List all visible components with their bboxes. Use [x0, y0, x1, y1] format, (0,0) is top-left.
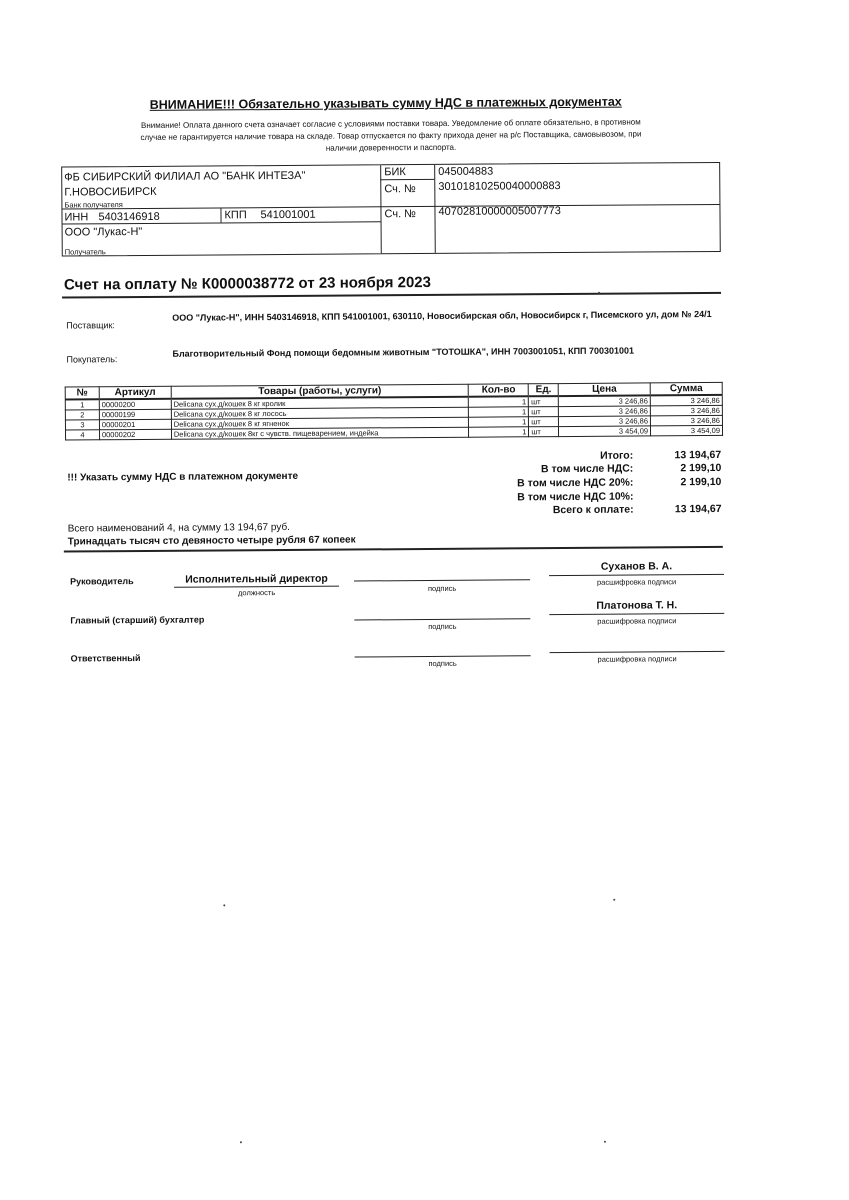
corr-account-value: 30101810250040000883 [438, 180, 561, 193]
scan-speck [240, 1141, 242, 1143]
row-qty: 1 [469, 417, 529, 427]
bank-caption: Банк получателя [64, 200, 123, 210]
col-number-header: № [65, 387, 99, 400]
row-sum: 3 246,86 [650, 395, 722, 406]
director-decode-caption: расшифровка подписи [596, 577, 677, 587]
buyer-details: Благотворительный Фонд помощи бедомным животным "ТОТОШКА", ИНН 7003001051, КПП 700301001 [172, 345, 635, 359]
accountant-label: Главный (старший) бухгалтер [70, 614, 205, 626]
responsible-label: Ответственный [70, 652, 141, 664]
row-price: 3 246,86 [559, 416, 651, 427]
bik-value: 045004883 [438, 165, 494, 178]
col-qty-header: Кол-во [469, 384, 529, 397]
inn-label: ИНН [64, 211, 89, 224]
kpp-label: КПП [224, 209, 247, 222]
row-number: 2 [65, 410, 99, 420]
bank-city: Г.НОВОСИБИРСК [64, 185, 157, 199]
col-goods-header: Товары (работы, услуги) [171, 384, 469, 399]
pay-row [444, 503, 724, 519]
kpp-value: 541001001 [260, 208, 316, 222]
invoice-title: Счет на оплату № К0000038772 от 23 ноября 2023 [63, 273, 432, 294]
position-caption: должность [238, 588, 276, 598]
row-article: 00000200 [99, 399, 171, 410]
amount-in-words: Тринадцать тысяч сто девяносто четыре рубля 67 копеек [67, 534, 356, 548]
recipient-caption: Получатель [64, 247, 106, 257]
accountant-decode-caption: расшифровка подписи [597, 616, 677, 626]
row-qty: 1 [469, 407, 529, 417]
pay-value: 13 194,67 [674, 502, 722, 516]
row-unit: шт [529, 417, 559, 427]
row-price: 3 246,86 [559, 395, 651, 406]
row-goods-name: Delicana сух.д/кошек 8 кг ягненок [171, 417, 469, 429]
row-article: 00000201 [99, 419, 171, 430]
payment-terms-text: Внимание! Оплата данного счета означает согласие с условиями поставки товара. Уведомление об оплате обязательно, в противном случае не гарантируется наличие товара на складе. Товар отпускается по факту прихода денег на р/с Поставщика, самовывозом, при наличии доверенности и паспорта. [140, 117, 642, 153]
director-label: Руководитель [70, 576, 134, 587]
accountant-name: Платонова Т. Н. [596, 599, 678, 612]
total-value: 13 194,67 [674, 448, 722, 462]
row-goods-name: Delicana сух.д/кошек 8кг с чувств. пищеварением, индейка [171, 427, 469, 439]
row-qty: 1 [469, 427, 529, 437]
accountant-sign-caption: подпись [428, 621, 457, 631]
row-unit: шт [529, 407, 559, 417]
vat20-label: В том числе НДС 20%: [517, 476, 634, 490]
scan-speck [598, 292, 600, 294]
bank-name: ФБ СИБИРСКИЙ ФИЛИАЛ АО "БАНК ИНТЕЗА" [64, 169, 306, 184]
row-article: 00000202 [99, 429, 171, 440]
row-sum: 3 246,86 [650, 415, 722, 426]
account-label: Сч. № [384, 208, 417, 221]
bik-label: БИК [384, 166, 406, 179]
scan-speck [613, 899, 615, 901]
col-unit-header: Ед. [529, 384, 559, 397]
vat-label: В том числе НДС: [540, 462, 634, 476]
account-value: 40702810000005007773 [438, 205, 561, 218]
items-count-line: Всего наименований 4, на сумму 13 194,67 руб. [67, 521, 290, 535]
vat20-value: 2 199,10 [680, 475, 722, 489]
scan-speck [604, 1141, 606, 1143]
buyer-label: Покупатель: [66, 354, 118, 365]
col-sum-header: Сумма [650, 382, 722, 395]
director-sign-caption: подпись [427, 583, 457, 593]
row-qty: 1 [469, 396, 529, 407]
row-price: 3 246,86 [559, 406, 651, 417]
row-sum: 3 454,09 [651, 425, 723, 436]
row-sum: 3 246,86 [650, 405, 722, 416]
row-number: 3 [65, 420, 99, 430]
supplier-details: ООО "Лукас-Н", ИНН 5403146918, КПП 541001001, 630110, Новосибирская обл, Новосибирск г, Писемского ул, дом № 24/1 [172, 309, 712, 323]
recipient-name: ООО "Лукас-Н" [64, 225, 143, 239]
row-price: 3 454,09 [559, 426, 651, 437]
row-unit: шт [529, 396, 559, 407]
title-divider [62, 292, 721, 299]
col-price-header: Цена [558, 383, 650, 396]
responsible-decode-caption: расшифровка подписи [597, 654, 677, 664]
items-table [65, 382, 723, 441]
responsible-sign-caption: подпись [428, 658, 457, 668]
supplier-label: Поставщик: [66, 320, 115, 331]
row-unit: шт [529, 427, 559, 437]
row-number: 1 [65, 399, 99, 410]
vat-value: 2 199,10 [680, 461, 722, 475]
director-position: Исполнительный директор [185, 572, 328, 586]
row-goods-name: Delicana сух.д/кошек 8 кг лосось [171, 407, 469, 419]
bank-details-box [61, 162, 721, 257]
corr-account-label: Сч. № [384, 183, 416, 196]
scan-speck [223, 904, 225, 906]
summary-divider [64, 546, 723, 552]
director-name: Суханов В. А. [600, 560, 673, 573]
row-article: 00000199 [99, 409, 171, 420]
inn-value: 5403146918 [98, 210, 160, 224]
vat10-label: В том числе НДС 10%: [517, 490, 634, 504]
total-label: Итого: [600, 449, 634, 462]
vat-warning-title: ВНИМАНИЕ!!! Обязательно указывать сумму НДС в платежных документах [149, 94, 622, 112]
col-article-header: Артикул [99, 386, 171, 399]
row-number: 4 [65, 430, 99, 440]
pay-label: Всего к оплате: [552, 503, 634, 517]
vat-note: !!! Указать сумму НДС в платежном документе [67, 470, 299, 484]
row-goods-name: Delicana сух.д/кошек 8 кг кролик [171, 397, 469, 410]
